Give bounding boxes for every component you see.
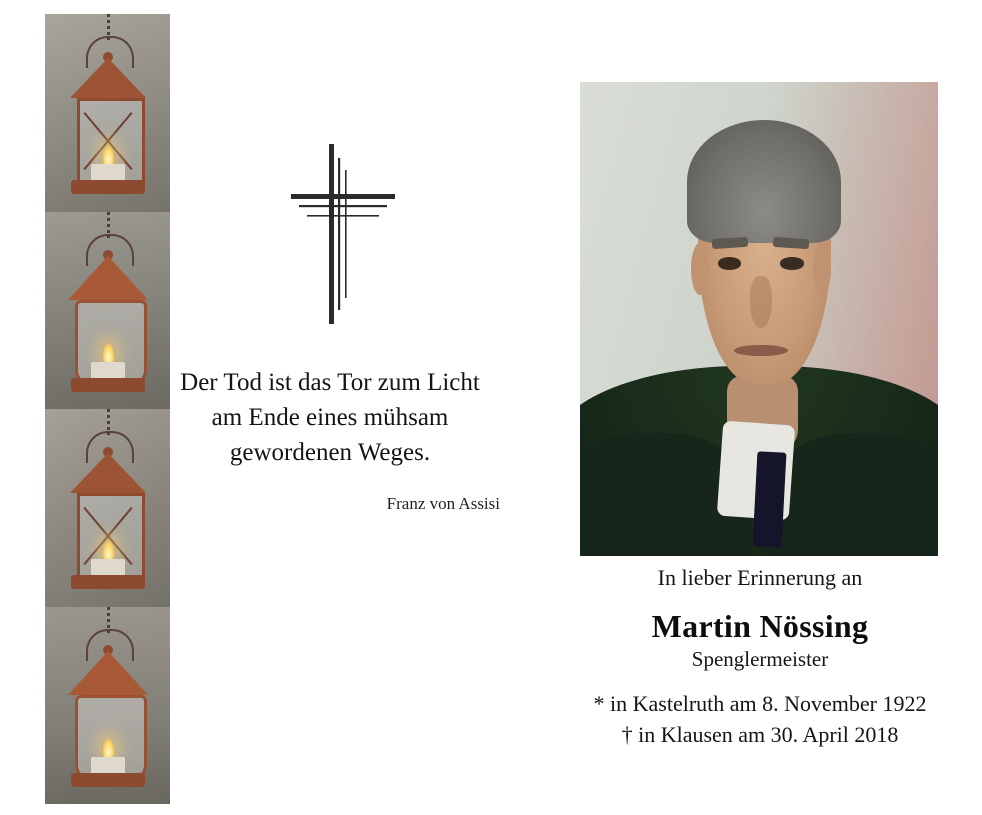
memorial-intro: In lieber Erinnerung an	[657, 565, 863, 590]
lantern-photo-4	[45, 607, 170, 805]
portrait-eye-right	[780, 257, 803, 269]
memorial-role: Spenglermeister	[691, 647, 829, 671]
christian-cross-icon	[285, 140, 405, 330]
lantern-candle-area	[78, 340, 138, 384]
lantern-candle-area	[78, 735, 138, 779]
lantern-base	[71, 378, 145, 392]
portrait-eye-left	[718, 257, 741, 269]
portrait-necktie	[753, 451, 787, 547]
lantern-base	[71, 575, 145, 589]
quote-line-2: am Ende eines mühsam	[211, 404, 449, 431]
portrait-photo	[580, 82, 938, 556]
portrait-nose	[750, 276, 771, 328]
candle-flame-icon	[102, 342, 115, 364]
quote-block	[150, 365, 510, 514]
lantern-base	[71, 773, 145, 787]
memorial-birth-date: * in Kastelruth am 8. November 1922	[593, 691, 927, 716]
memorial-text-block	[540, 562, 980, 750]
lantern-photo-1	[45, 14, 170, 212]
candle-flame-icon	[102, 737, 115, 759]
lantern-roof-icon	[70, 453, 146, 493]
candle-flame-icon	[102, 144, 115, 166]
cross-area	[285, 140, 405, 330]
quote-author: Franz von Assisi	[386, 494, 500, 513]
portrait-ear-right	[813, 243, 831, 295]
lantern-roof-icon	[68, 651, 148, 695]
candle-flame-icon	[102, 539, 115, 561]
quote-line-1: Der Tod ist das Tor zum Licht	[180, 369, 480, 396]
portrait-rendering	[580, 82, 938, 556]
portrait-ear-left	[691, 243, 709, 295]
lantern-roof-icon	[68, 256, 148, 300]
lantern-base	[71, 180, 145, 194]
memorial-death-date: † in Klausen am 30. April 2018	[621, 722, 899, 747]
lantern-roof-icon	[70, 58, 146, 98]
portrait-hair	[687, 120, 841, 243]
memorial-name: Martin Nössing	[651, 608, 869, 644]
quote-line-3: gewordenen Weges.	[229, 439, 431, 466]
